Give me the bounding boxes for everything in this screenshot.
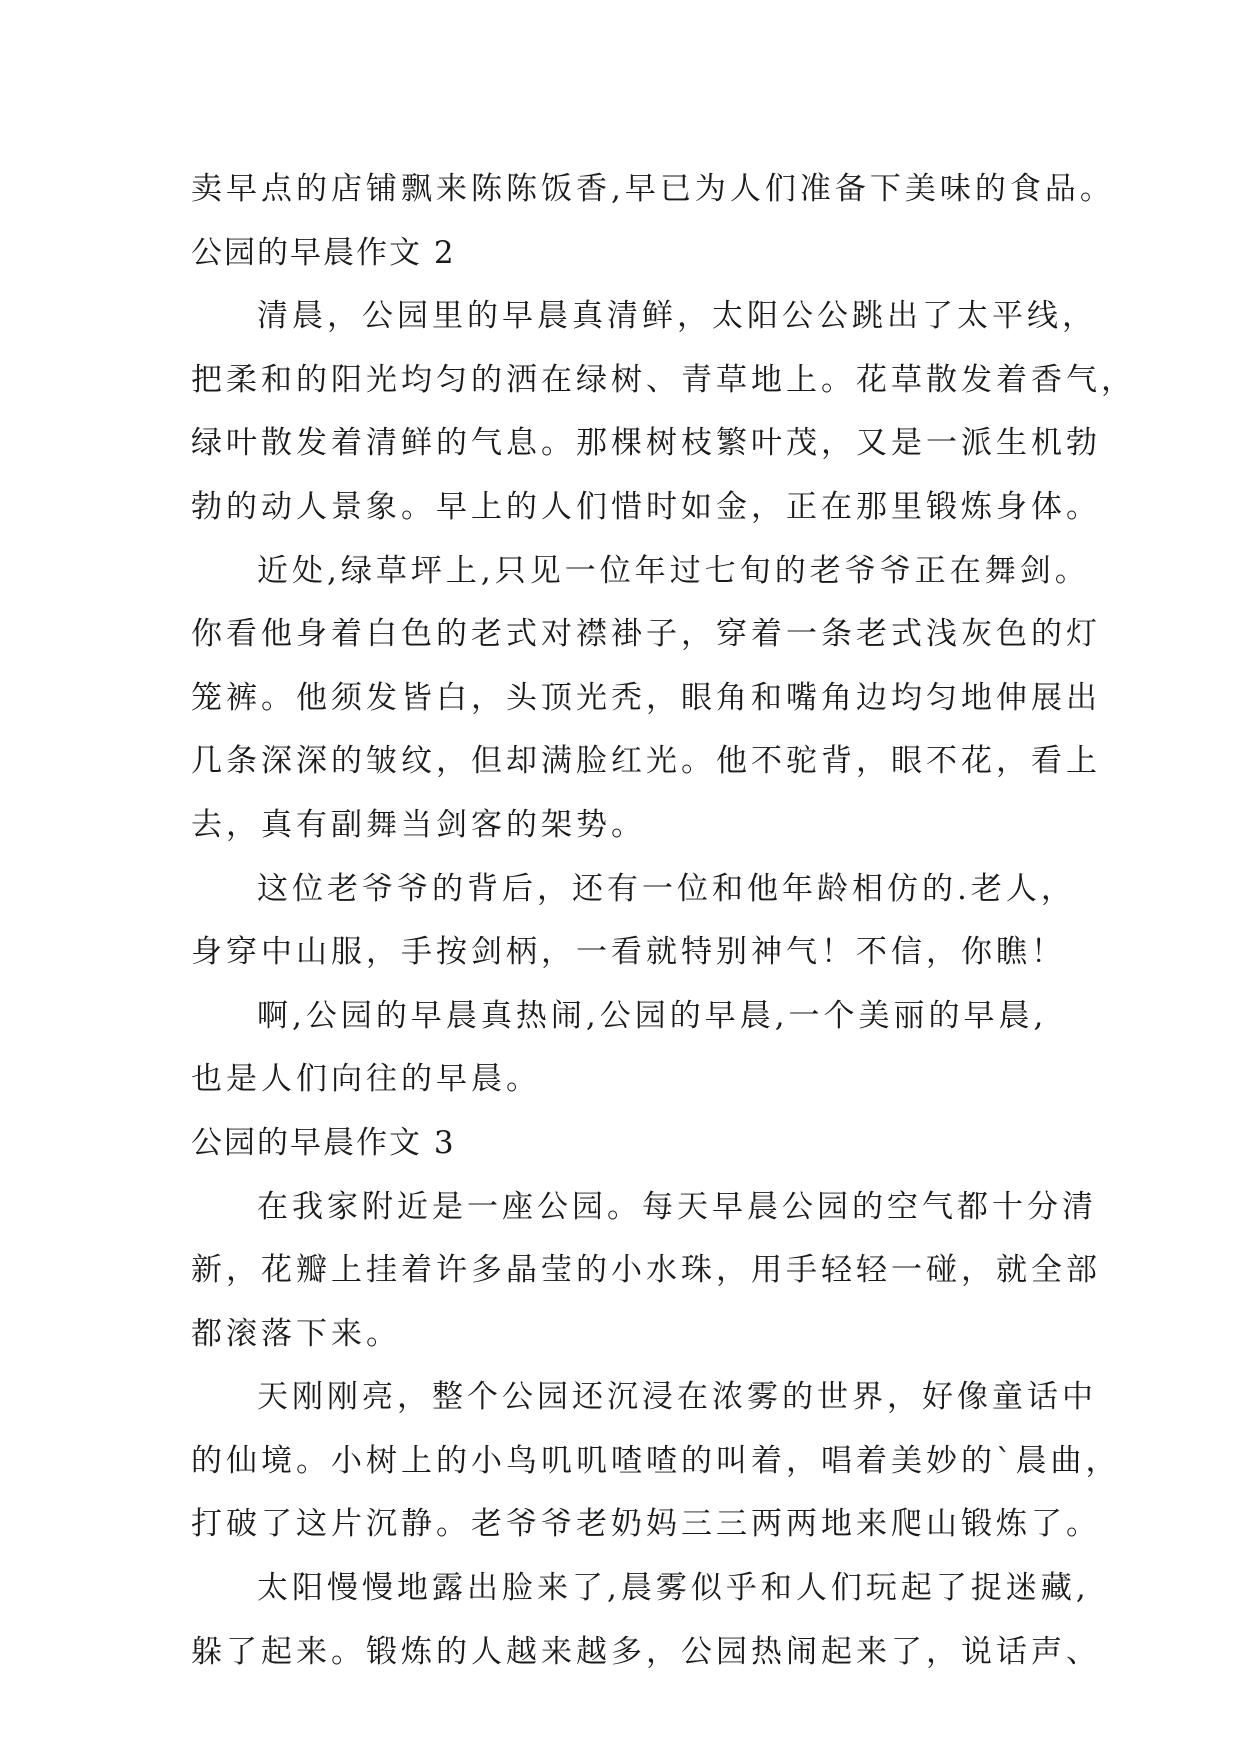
text-line: 把柔和的阳光均匀的洒在绿树、青草地上。花草散发着香气，: [191, 361, 1136, 398]
text-line: 卖早点的店铺飘来陈陈饭香,早已为人们准备下美味的食品。: [191, 171, 1115, 207]
text-line: 躲了起来。锻炼的人越来越多，公园热闹起来了，说话声、: [191, 1633, 1101, 1670]
document-body: [191, 158, 1136, 1684]
text-line: 笼裤。他须发皆白，头顶光秃，眼角和嘴角边均匀地伸展出: [191, 679, 1101, 716]
text-line: 几条深深的皱纹，但却满脸红光。他不驼背，眼不花，看上: [191, 743, 1101, 780]
text-line: 身穿中山服，手按剑柄，一看就特别神气！不信，你瞧！: [191, 934, 1066, 971]
text-line: 绿叶散发着清鲜的气息。那棵树枝繁叶茂，又是一派生机勃: [191, 425, 1101, 462]
text-line: 新，花瓣上挂着许多晶莹的小水珠，用手轻轻一碰，就全部: [191, 1252, 1101, 1289]
paragraph-first-line: 清晨，公园里的早晨真清鲜，太阳公公跳出了太平线，: [257, 298, 1097, 335]
text-line: 都滚落下来。: [191, 1315, 401, 1352]
paragraph-first-line: 太阳慢慢地露出脸来了,晨雾似乎和人们玩起了捉迷藏,: [257, 1570, 1090, 1607]
paragraph-first-line: 近处,绿草坪上,只见一位年过七旬的老爷爷正在舞剑。: [257, 552, 1090, 589]
paragraph-first-line: 在我家附近是一座公园。每天早晨公园的空气都十分清: [257, 1188, 1097, 1225]
section-heading: 公园的早晨作文 2: [191, 234, 456, 271]
section-heading: 公园的早晨作文 3: [191, 1124, 456, 1161]
paragraph-first-line: 这位老爷爷的背后，还有一位和他年龄相仿的.老人，: [257, 870, 1076, 907]
text-line: 也是人们向往的早晨。: [191, 1061, 541, 1098]
text-line: 的仙境。小树上的小鸟叽叽喳喳的叫着，唱着美妙的`晨曲，: [191, 1442, 1121, 1479]
paragraph-first-line: 天刚刚亮，整个公园还沉浸在浓雾的世界，好像童话中: [257, 1379, 1097, 1416]
text-line: 打破了这片沉静。老爷爷老奶妈三三两两地来爬山锻炼了。: [191, 1506, 1101, 1543]
text-line: 去，真有副舞当剑客的架势。: [191, 806, 646, 843]
text-line: 你看他身着白色的老式对襟褂子，穿着一条老式浅灰色的灯: [191, 616, 1101, 653]
paragraph-first-line: 啊,公园的早晨真热闹,公园的早晨,一个美丽的早晨,: [257, 997, 1048, 1034]
text-line: 勃的动人景象。早上的人们惜时如金，正在那里锻炼身体。: [191, 488, 1101, 525]
